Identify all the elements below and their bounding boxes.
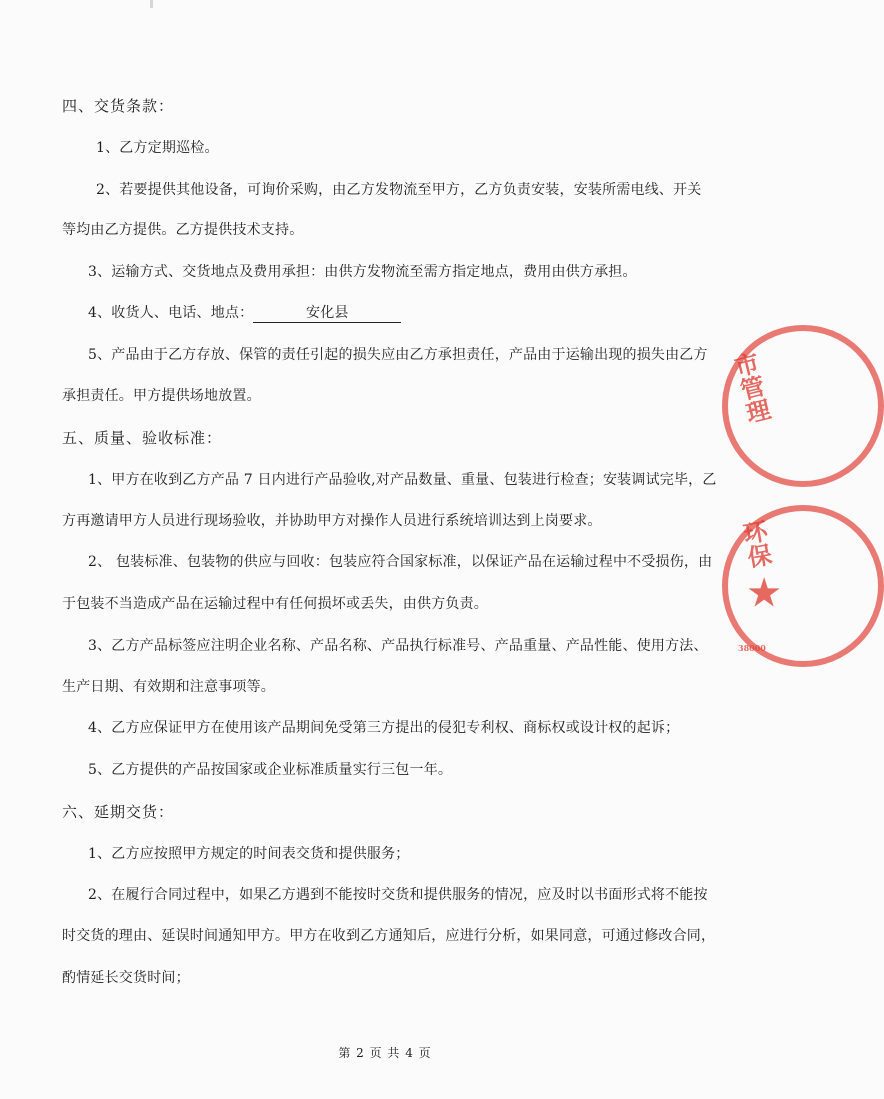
paragraph: 方再邀请甲方人员进行现场验收，并协助甲方对操作人员进行系统培训达到上岗要求。 <box>62 513 602 529</box>
recipient-value: 安化县 <box>253 305 401 323</box>
seal-bottom-text: 环保 <box>737 517 774 571</box>
paragraph: 2、若要提供其他设备，可询价采购，由乙方发物流至甲方，乙方负责安装，安装所需电线、开关 <box>96 182 702 198</box>
paragraph: 生产日期、有效期和注意事项等。 <box>62 679 275 695</box>
recipient-label: 4、收货人、电话、地点： <box>88 305 254 321</box>
paragraph: 5、乙方提供的产品按国家或企业标准质量实行三包一年。 <box>88 762 453 778</box>
paragraph: 1、甲方在收到乙方产品 7 日内进行产品验收,对产品数量、重量、包装进行检查；安装调试完毕，乙 <box>88 472 717 488</box>
paragraph: 5、产品由于乙方存放、保管的责任引起的损失应由乙方承担责任，产品由于运输出现的损失由乙方 <box>88 347 708 363</box>
paragraph: 等均由乙方提供。乙方提供技术支持。 <box>62 222 304 238</box>
section-heading-delay: 六、延期交货： <box>62 803 175 821</box>
paragraph-recipient <box>88 303 401 323</box>
paragraph: 2、在履行合同过程中，如果乙方遇到不能按时交货和提供服务的情况，应及时以书面形式将不能按 <box>88 887 708 903</box>
seal-top-text: 市管理 <box>727 349 774 427</box>
paragraph: 酌情延长交货时间； <box>62 970 190 986</box>
section-heading-quality: 五、质量、验收标准： <box>62 429 223 447</box>
paragraph: 4、乙方应保证甲方在使用该产品期间免受第三方提出的侵犯专利权、商标权或设计权的起诉； <box>88 720 680 736</box>
seal-number: 38000 <box>738 643 766 653</box>
seal-star-icon: ★ <box>748 572 781 614</box>
paragraph: 3、乙方产品标签应注明企业名称、产品名称、产品执行标准号、产品重量、产品性能、使用方法、 <box>88 638 708 654</box>
paragraph: 时交货的理由、延误时间通知甲方。甲方在收到乙方通知后，应进行分析，如果同意，可通过修改合同， <box>62 928 716 944</box>
section-heading-delivery: 四、交货条款： <box>62 97 175 115</box>
paragraph: 1、乙方定期巡检。 <box>96 140 219 156</box>
scan-artifact <box>150 0 153 8</box>
paragraph: 3、运输方式、交货地点及费用承担：由供方发物流至需方指定地点，费用由供方承担。 <box>88 264 637 280</box>
page-number: 第 2 页 共 4 页 <box>338 1046 432 1060</box>
paragraph: 2、 包装标准、包装物的供应与回收：包装应符合国家标准，以保证产品在运输过程中不受损伤，由 <box>88 554 713 570</box>
paragraph: 1、乙方应按照甲方规定的时间表交货和提供服务； <box>88 846 410 862</box>
paragraph: 承担责任。甲方提供场地放置。 <box>62 388 261 404</box>
paragraph: 于包装不当造成产品在运输过程中有任何损坏或丢失，由供方负责。 <box>62 596 488 612</box>
